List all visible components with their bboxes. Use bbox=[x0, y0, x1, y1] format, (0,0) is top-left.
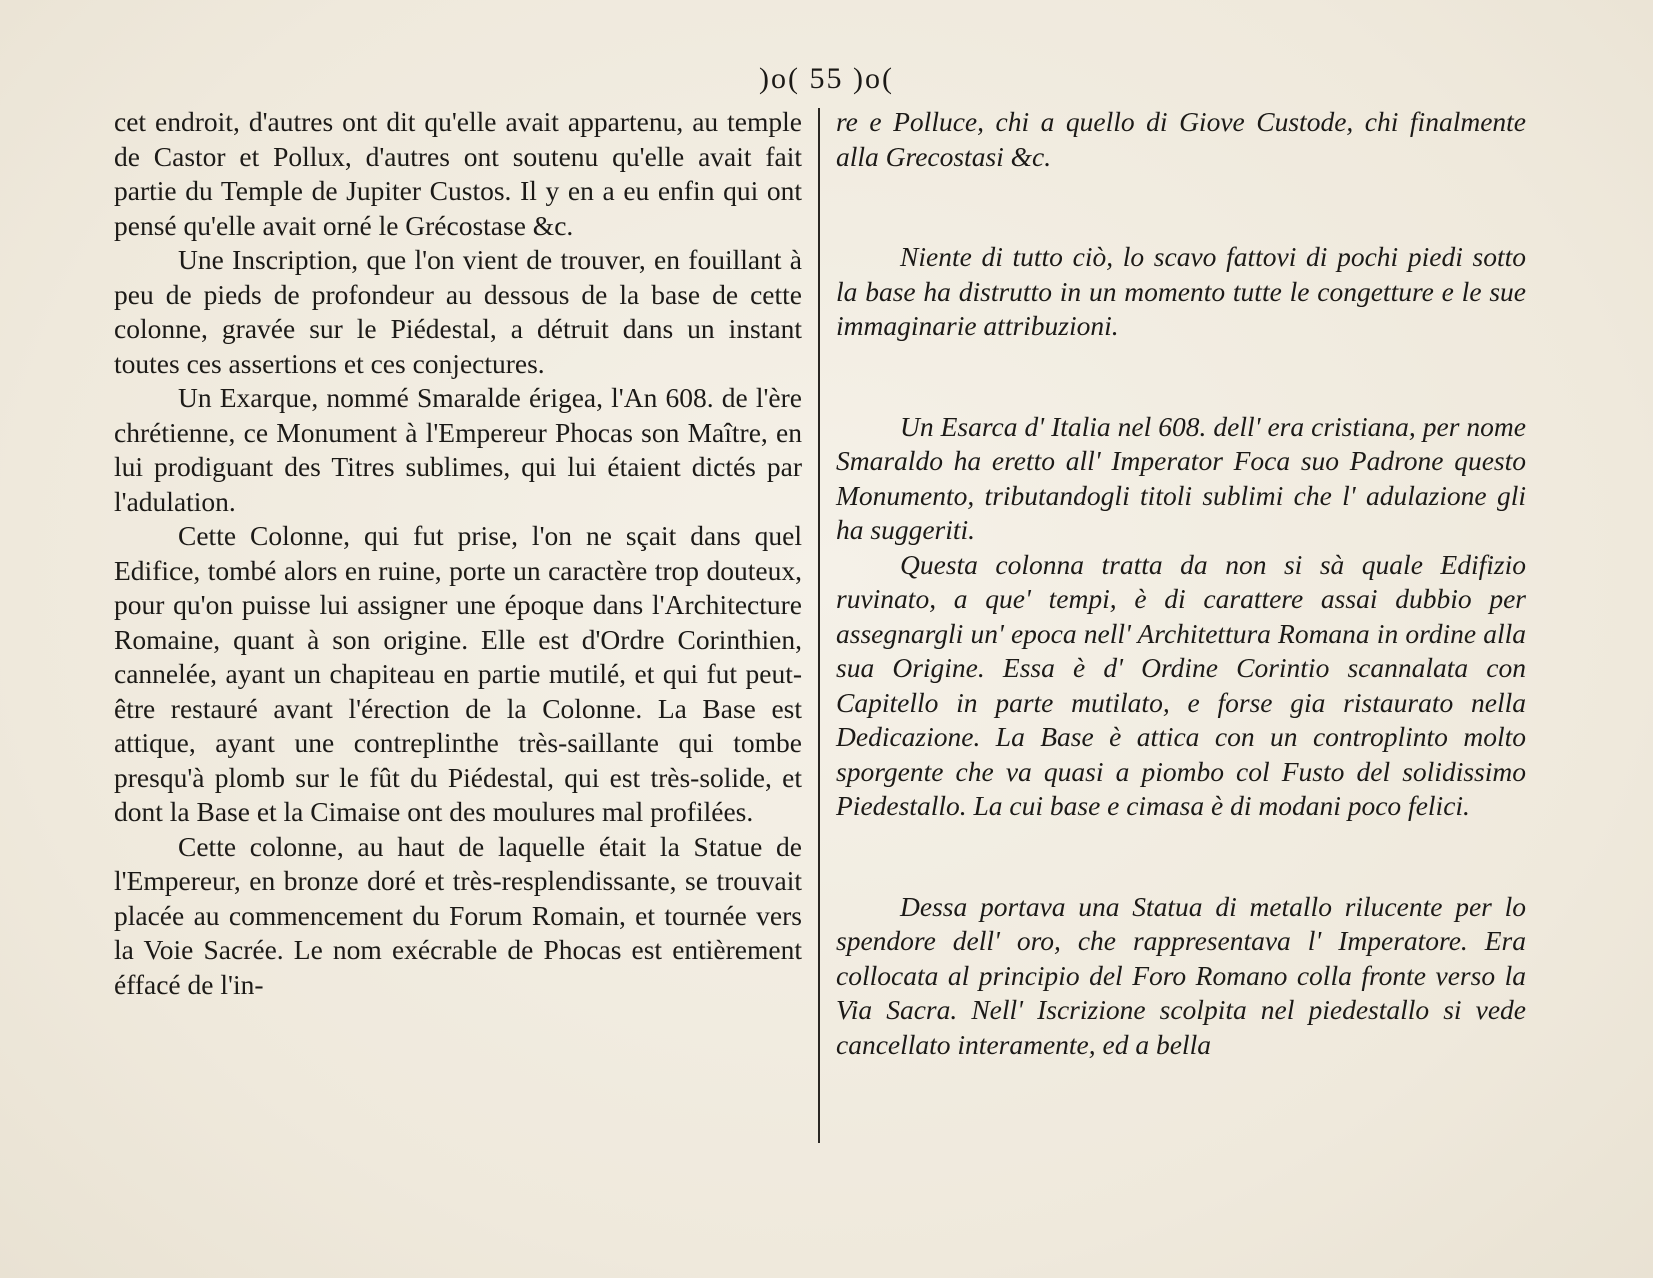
italian-paragraph-4: Questa colonna tratta da non si sà quale Edifizio ruvinato, a que' tempi, è di carattere assai dubbio per assegnargli un' epoca nell' Architettura Romana in ordine alla sua Origine. Essa è d' Ordine Corintio scannalata con Capitello in parte mutilato, e forse gia ristaurato nella Dedicazione. La Base è attica con un controplinto molto sporgente che va quasi a piombo col Fusto del solidissimo Piedestallo. La cui base e cimasa è di modani poco felici. bbox=[836, 548, 1526, 821]
french-paragraph-3: Un Exarque, nommé Smaralde érigea, l'An 608. de l'ère chrétienne, ce Monument à l'Empereur Phocas son Maître, en lui prodiguant des Titres sublimes, qui lui étaient dictés par l'adulation. bbox=[114, 382, 802, 517]
italian-column bbox=[836, 105, 1526, 1062]
french-paragraph-4: Cette Colonne, qui fut prise, l'on ne sçait dans quel Edifice, tombé alors en ruine, porte un caractère trop douteux, pour qu'on puisse lui assigner une époque dans l'Architecture Romaine, quant à son origine. Elle est d'Ordre Corinthien, cannelée, ayant un chapiteau en partie mutilé, et qui fut peut-être restauré avant l'érection de la Colonne. La Base est attique, ayant une contreplinthe très-saillante qui tombe presqu'à plomb sur le fût du Piédestal, qui est très-solide, et dont la Base et la Cimaise ont des moulures mal profilées. bbox=[114, 520, 802, 827]
italian-paragraph-5: Dessa portava una Statua di metallo rilucente per lo spendore dell' oro, che rappresentava l' Imperatore. Era collocata al principio del Foro Romano colla fronte verso la Via Sacra. Nell' Iscrizione scolpita nel piedestallo si vede cancellato interamente, ed a bella bbox=[836, 890, 1526, 1060]
italian-paragraph-2: Niente di tutto ciò, lo scavo fattovi di pochi piedi sotto la base ha distrutto in un momento tutte le congetture e le sue immaginarie attribuzioni. bbox=[836, 241, 1526, 341]
column-divider bbox=[818, 108, 820, 1143]
italian-paragraph-1: re e Polluce, chi a quello di Giove Custode, chi finalmente alla Grecostasi &c. bbox=[836, 106, 1526, 172]
page-number-header: )o( 55 )o( bbox=[759, 62, 894, 95]
french-column bbox=[114, 105, 802, 1002]
french-paragraph-2: Une Inscription, que l'on vient de trouver, en fouillant à peu de pieds de profondeur au dessous de la base de cette colonne, gravée sur le Piédestal, a détruit dans un instant toutes ces assertions et ces conjectures. bbox=[114, 244, 802, 379]
french-paragraph-1: cet endroit, d'autres ont dit qu'elle avait appartenu, au temple de Castor et Pollux, d'autres ont soutenu qu'elle avait fait partie du Temple de Jupiter Custos. Il y en a eu enfin qui ont pensé qu'elle avait orné le Grécostase &c. bbox=[114, 106, 802, 241]
italian-paragraph-3: Un Esarca d' Italia nel 608. dell' era cristiana, per nome Smaraldo ha eretto all' Imperator Foca suo Padrone questo Monumento, tributandogli titoli sublimi che l' adulazione gli ha suggeriti. bbox=[836, 410, 1526, 545]
french-paragraph-5: Cette colonne, au haut de laquelle était la Statue de l'Empereur, en bronze doré et très-resplendissante, se trouvait placée au commencement du Forum Romain, et tournée vers la Voie Sacrée. Le nom exécrable de Phocas est entièrement éffacé de l'in- bbox=[114, 830, 802, 1000]
